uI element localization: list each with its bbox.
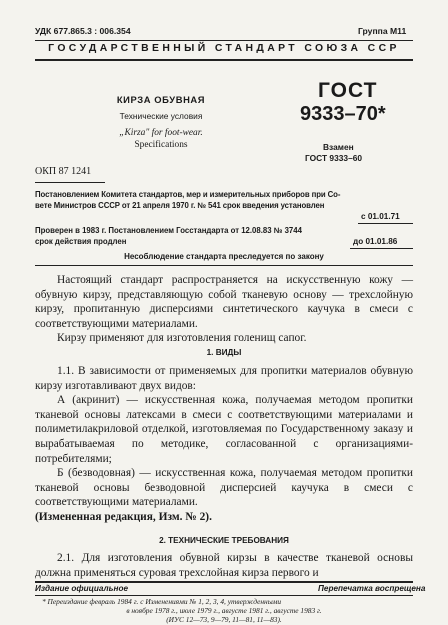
replaces-label: Взамен [323,142,354,152]
section-2-heading: 2. ТЕХНИЧЕСКИЕ ТРЕБОВАНИЯ [159,536,289,545]
okp-underline [35,182,105,183]
approval-rule [35,265,413,266]
revision-line-2: срок действия продлен [35,237,127,246]
gost-number: 9333–70* [300,103,386,125]
footnote-line-2: в ноябре 1978 г., июле 1979 г., августе 1981 г., августе 1983 г. [126,606,322,615]
extension-date-underline [350,248,413,249]
intro-paragraph: Настоящий стандарт распространяется на искусственную кожу — обувную кирзу, представляющую собой тканевую основу — трехслойную кирзу, пропитанную дисперсиями синтетического каучука в смеси с соответствующими материалами. [35,274,413,330]
reprint-notice: Перепечатка воспрещена [318,584,426,593]
section-1-block [35,364,413,525]
legal-notice: Несоблюдение стандарта преследуется по закону [124,252,324,261]
section-2-block [35,551,413,580]
clause-1-1: 1.1. В зависимости от применяемых для пропитки материалов обувную кирзу изготавливают двух видов: [35,365,413,392]
approval-line-1: Постановлением Комитета стандартов, мер и измерительных приборов при Со- [35,190,341,199]
document-title: КИРЗА ОБУВНАЯ [116,94,206,105]
intro-block [35,273,413,346]
okp-code: ОКП 87 1241 [35,166,92,177]
intro-usage: Кирзу применяют для изготовления голенищ сапог. [57,332,307,345]
clause-type-b: Б (безводовная) — искусственная кожа, получаемая методом пропитки тканевой основы безводовной дисперсией каучука в смеси с соответствующими материалами. [35,467,413,509]
gost-label: ГОСТ [318,79,378,102]
footnote-line-3: (ИУС 12—73, 9—79, 11—81, 11—83). [166,615,282,624]
udk-code: УДК 677.865.3 : 006.354 [35,26,131,36]
clause-type-a: А (акринит) — искусственная кожа, получаемая методом пропитки тканевой основы латексами в смеси с соответствующими материалами и полиметилакриловой отделкой, изготовляемая по Государственному заказу и вырабатываемая по методике, согласованной с организациями-потребителями; [35,394,413,465]
english-subtitle: Specifications [134,140,188,150]
header-rule-bottom [35,59,413,61]
header-rule-top [35,40,413,41]
approval-line-2: вете Министров СССР от 21 апреля 1970 г. № 541 срок введения установлен [35,201,325,210]
section-1-heading: 1. ВИДЫ [206,348,242,357]
amendment-note: (Измененная редакция, Изм. № 2). [35,510,212,523]
effective-date: с 01.01.71 [361,212,400,221]
effective-date-underline [358,223,413,224]
footnote-line-1: * Переиздание февраль 1984 г. с Изменениями № 1, 2, 3, 4, утвержденными [42,597,282,606]
revision-line-1: Проверен в 1983 г. Постановлением Госстандарта от 12.08.83 № 3744 [35,226,302,235]
group-code: Группа М11 [358,26,407,36]
document-subtitle: Технические условия [119,111,203,121]
clause-2-1: 2.1. Для изготовления обувной кирзы в качестве тканевой основы должна применяться суровая трехслойная кирза первого и [35,552,413,579]
english-title: „Kirza" for foot-wear. [119,128,203,138]
standard-banner: ГОСУДАРСТВЕННЫЙ СТАНДАРТ СОЮЗА ССР [48,43,400,54]
footer-rule [35,581,413,583]
official-edition: Издание официальное [35,584,128,593]
footer-rule-thin [35,595,413,596]
replaces-standard: ГОСТ 9333–60 [305,153,363,163]
extension-date: до 01.01.86 [353,237,398,246]
